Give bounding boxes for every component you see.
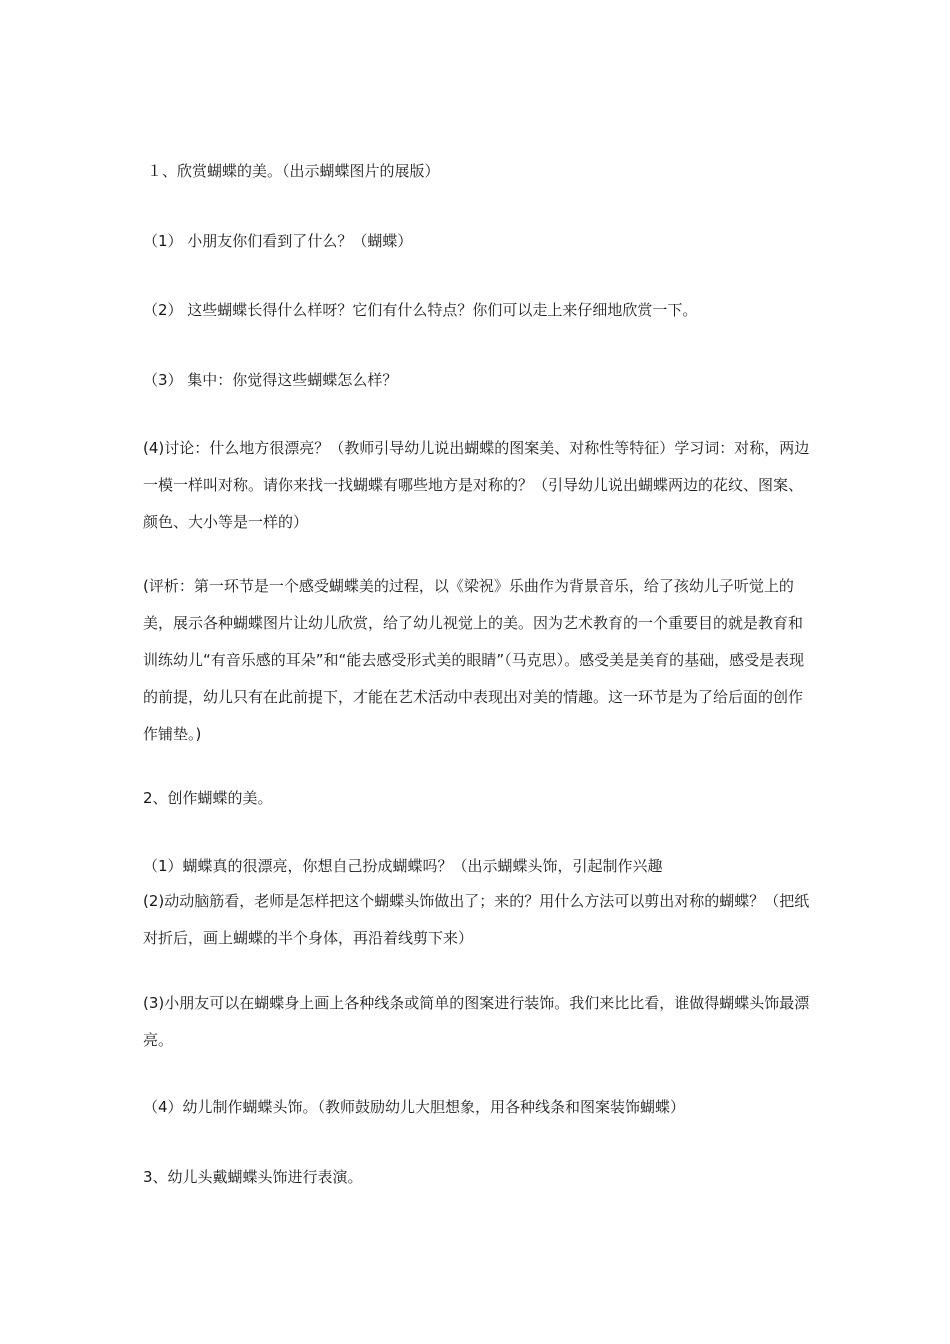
section-2-heading: 2、创作蝴蝶的美。 xyxy=(143,789,273,807)
paragraph-1-2: （2） 这些蝴蝶长得什么样呀？它们有什么特点？你们可以走上来仔细地欣赏一下。 xyxy=(143,301,698,319)
paragraph-1-1: （1） 小朋友你们看到了什么？（蝴蝶） xyxy=(143,232,413,250)
section-1-heading: １、欣赏蝴蝶的美。（出示蝴蝶图片的展版） xyxy=(147,162,440,180)
paragraph-2-2: (2)动动脑筋看，老师是怎样把这个蝴蝶头饰做出了；来的？用什么方法可以剪出对称的蝴蝶？（把纸对折后，画上蝴蝶的半个身体，再沿着线剪下来） xyxy=(143,892,810,947)
section-3-heading: 3、幼儿头戴蝴蝶头饰进行表演。 xyxy=(143,1168,363,1186)
paragraph-2-1: （1）蝴蝶真的很漂亮，你想自己扮成蝴蝶吗？（出示蝴蝶头饰，引起制作兴趣 xyxy=(143,857,663,875)
paragraph-2-4: （4）幼儿制作蝴蝶头饰。（教师鼓励幼儿大胆想象，用各种线条和图案装饰蝴蝶） xyxy=(143,1098,686,1116)
paragraph-1-4: (4)讨论：什么地方很漂亮？（教师引导幼儿说出蝴蝶的图案美、对称性等特征）学习词：对称，两边一模一样叫对称。请你来找一找蝴蝶有哪些地方是对称的？（引导幼儿说出蝴蝶两边的花纹、图案、颜色、大小等是一样的） xyxy=(143,439,810,531)
paragraph-2-3: (3)小朋友可以在蝴蝶身上画上各种线条或简单的图案进行装饰。我们来比比看，谁做得蝴蝶头饰最漂亮。 xyxy=(143,994,810,1049)
commentary-paragraph: (评析：第一环节是一个感受蝴蝶美的过程，以《梁祝》乐曲作为背景音乐，给了孩幼儿子听觉上的美，展示各种蝴蝶图片让幼儿欣赏，给了幼儿视觉上的美。因为艺术教育的一个重要目的就是教育和训练幼儿“有音乐感的耳朵”和“能去感受形式美的眼睛”（马克思）。感受美是美育的基础，感受是表现的前提，幼儿只有在此前提下，才能在艺术活动中表现出对美的情趣。这一环节是为了给后面的创作作铺垫。) xyxy=(143,577,805,743)
paragraph-1-3: （3） 集中：你觉得这些蝴蝶怎么样？ xyxy=(143,371,398,389)
